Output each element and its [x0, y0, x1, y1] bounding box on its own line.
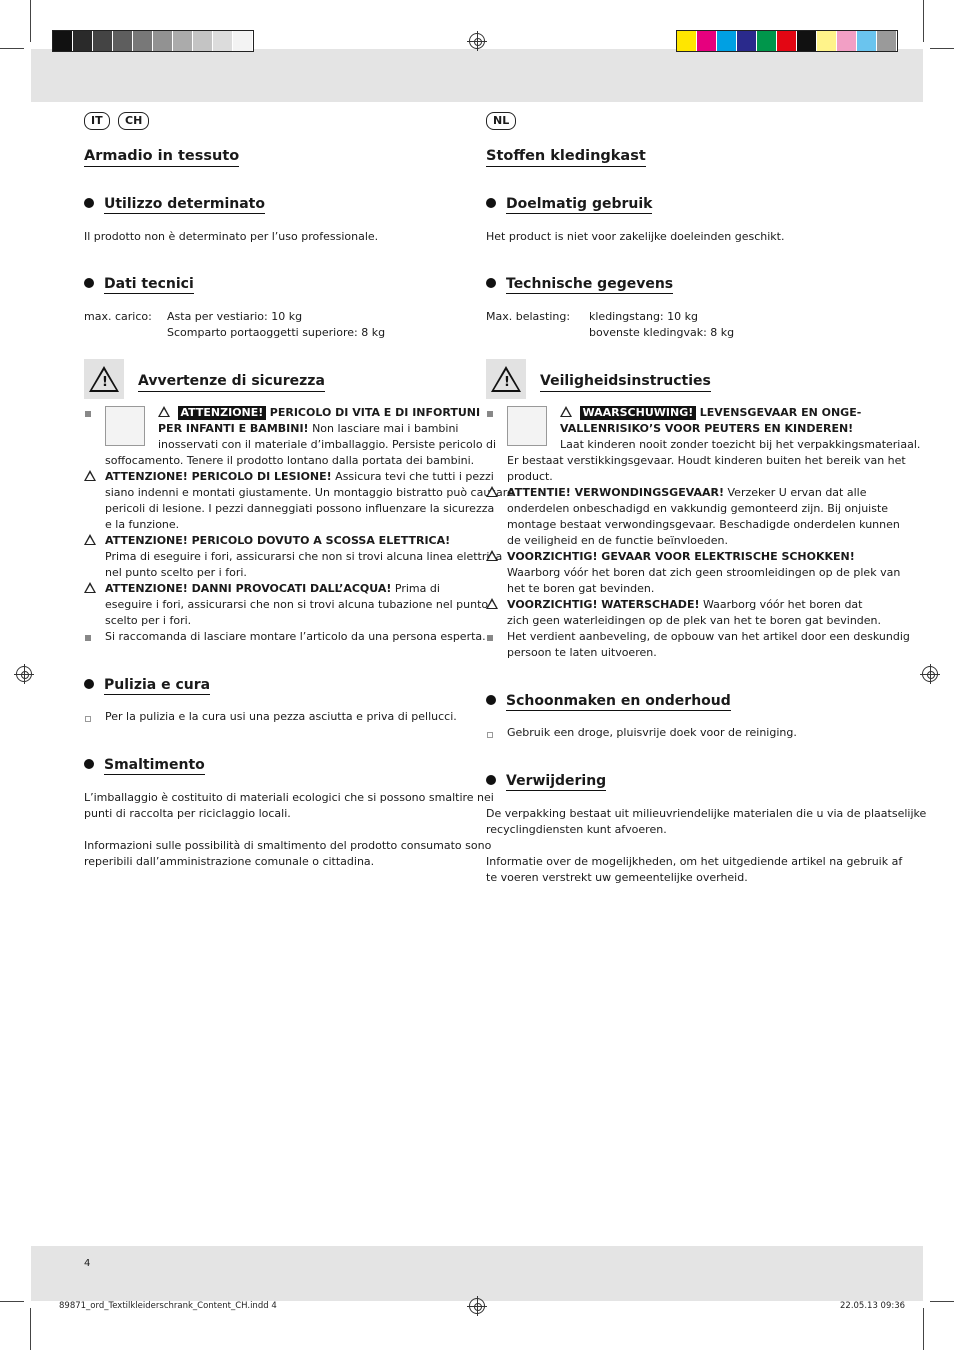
left-use-heading: Utilizzo determinato — [84, 195, 265, 213]
lang-badge-it: IT — [84, 112, 110, 130]
color-swatch — [857, 31, 877, 51]
color-swatch — [737, 31, 757, 51]
list-bullet — [85, 716, 91, 722]
color-swatch — [837, 31, 857, 51]
left-disposal-text: punti di raccolta per riciclaggio locali. — [84, 807, 291, 820]
left-tech-heading: Dati tecnici — [84, 275, 194, 293]
right-tech-label: Max. belasting: — [486, 310, 571, 323]
color-swatch — [153, 31, 173, 51]
warning-triangle-icon — [84, 470, 96, 481]
left-warning-1: soffocamento. Tenere il prodotto lontano dalla portata dei bambini. — [105, 454, 475, 467]
right-warning-1: VALLENRISIKO’S VOOR PEUTERS EN KINDEREN! — [560, 422, 854, 435]
color-swatch — [777, 31, 797, 51]
right-disposal-heading: Verwijdering — [486, 772, 606, 790]
color-swatch — [113, 31, 133, 51]
crop-mark — [930, 48, 954, 49]
page-number: 4 — [84, 1258, 91, 1269]
right-warning-1: WAARSCHUWING! LEVENSGEVAAR EN ONGE- — [560, 405, 861, 421]
right-disposal-text: te voeren verstrekt uw gemeentelijke overheid. — [486, 871, 748, 884]
right-tech-value: bovenste kledingvak: 8 kg — [589, 326, 735, 339]
left-warning-2: ATTENZIONE! PERICOLO DI LESIONE! Assicura tevi che tutti i pezzi — [84, 469, 494, 485]
crop-mark — [0, 1301, 24, 1302]
right-tech-heading: Technische gegevens — [486, 275, 673, 293]
list-bullet — [487, 732, 493, 738]
color-swatch — [53, 31, 73, 51]
left-warning-3: ATTENZIONE! PERICOLO DOVUTO A SCOSSA ELETTRICA! — [84, 533, 450, 549]
bottom-band — [31, 1246, 923, 1301]
child-warning-icon — [105, 406, 145, 446]
warning-triangle-icon — [486, 486, 498, 497]
warning-triangle-icon — [560, 406, 572, 417]
right-warning-4: VOORZICHTIG! WATERSCHADE! Waarborg vóór het boren dat — [486, 597, 862, 613]
warning-icon: ! — [84, 359, 124, 399]
left-warning-5: Si raccomanda di lasciare montare l’articolo da una persona esperta. — [105, 630, 486, 643]
right-warning-3: VOORZICHTIG! GEVAAR VOOR ELEKTRISCHE SCHOKKEN! — [486, 549, 855, 565]
bullet-icon — [486, 775, 496, 785]
registration-mark-icon — [469, 1298, 485, 1314]
right-disposal-text: Informatie over de mogelijkheden, om het uitgediende artikel na gebruik af — [486, 855, 903, 868]
left-warning-1: inosservati con il materiale d’imballaggio. Persiste pericolo di — [158, 438, 497, 451]
right-warning-1: Er bestaat verstikkingsgevaar. Houdt kinderen buiten het bereik van het — [507, 454, 906, 467]
right-care-text: Gebruik een droge, pluisvrije doek voor de reiniging. — [507, 726, 797, 739]
crop-mark — [30, 1308, 31, 1350]
right-warning-4: zich geen waterleidingen op de plek van het te boren gat bevinden. — [507, 614, 882, 627]
right-warning-3: Waarborg vóór het boren dat zich geen stroomleidingen op de plek van — [507, 566, 901, 579]
left-warning-4: ATTENZIONE! DANNI PROVOCATI DALL’ACQUA! Prima di — [84, 581, 440, 597]
bullet-icon — [84, 278, 94, 288]
warning-triangle-icon — [84, 534, 96, 545]
left-warning-4: eseguire i fori, assicurarsi che non si trovi alcuna tubazione nel punto — [105, 598, 489, 611]
color-swatch — [73, 31, 93, 51]
registration-mark-icon — [922, 666, 938, 682]
registration-mark-icon — [16, 666, 32, 682]
bullet-icon — [84, 198, 94, 208]
right-tech-value: kledingstang: 10 kg — [589, 310, 698, 323]
bullet-icon — [84, 679, 94, 689]
right-warning-2: montage bestaat verwondingsgevaar. Beschadigde onderdelen kunnen — [507, 518, 900, 531]
left-warning-2: e la funzione. — [105, 518, 180, 531]
color-swatch — [797, 31, 817, 51]
warning-triangle-icon — [486, 598, 498, 609]
left-disposal-text: Informazioni sulle possibilità di smaltimento del prodotto consumato sono — [84, 839, 492, 852]
right-warning-2: de veiligheid en de functie beïnvloeden. — [507, 534, 728, 547]
color-swatch — [877, 31, 897, 51]
list-bullet — [85, 411, 91, 417]
left-warning-1: PER INFANTI E BAMBINI! Non lasciare mai i bambini — [158, 422, 459, 435]
left-care-text: Per la pulizia e la cura usi una pezza asciutta e priva di pellucci. — [105, 710, 457, 723]
color-swatch — [697, 31, 717, 51]
crop-mark — [923, 1308, 924, 1350]
lang-badge-nl: NL — [486, 112, 516, 130]
left-warning-3: Prima di eseguire i fori, assicurarsi che non si trovi alcuna linea elettrica — [105, 550, 503, 563]
color-swatch — [173, 31, 193, 51]
child-warning-icon — [507, 406, 547, 446]
right-title: Stoffen kledingkast — [486, 147, 646, 167]
color-swatch — [717, 31, 737, 51]
left-disposal-text: reperibili dall’amministrazione comunale o cittadina. — [84, 855, 375, 868]
color-swatch — [757, 31, 777, 51]
list-bullet — [85, 635, 91, 641]
list-bullet — [487, 411, 493, 417]
left-tech-value: Scomparto portaoggetti superiore: 8 kg — [167, 326, 386, 339]
left-title: Armadio in tessuto — [84, 147, 239, 167]
left-disposal-text: L’imballaggio è costituito di materiali ecologici che si possono smaltire nei — [84, 791, 494, 804]
right-warning-1: product. — [507, 470, 553, 483]
footer-file-info: 89871_ord_Textilkleiderschrank_Content_CH.indd 4 — [59, 1301, 277, 1311]
right-warning-5: persoon te laten uitvoeren. — [507, 646, 657, 659]
left-tech-value: Asta per vestiario: 10 kg — [167, 310, 303, 323]
color-swatch — [193, 31, 213, 51]
color-swatch — [817, 31, 837, 51]
list-bullet — [487, 635, 493, 641]
registration-mark-icon — [469, 33, 485, 49]
left-warning-4: scelto per i fori. — [105, 614, 192, 627]
right-warning-2: ATTENTIE! VERWONDINGSGEVAAR! Verzeker U ervan dat alle — [486, 485, 866, 501]
warning-triangle-icon — [158, 406, 170, 417]
lang-badge-ch: CH — [118, 112, 149, 130]
crop-mark — [923, 0, 924, 42]
left-disposal-heading: Smaltimento — [84, 756, 205, 774]
bullet-icon — [486, 278, 496, 288]
bullet-icon — [84, 759, 94, 769]
right-warning-1: Laat kinderen nooit zonder toezicht bij het verpakkingsmateriaal. — [560, 438, 921, 451]
right-safety-heading: Veiligheidsinstructies — [540, 372, 711, 392]
right-warning-5: Het verdient aanbeveling, de opbouw van het artikel door een deskundig — [507, 630, 910, 643]
crop-mark — [30, 0, 31, 42]
right-use-text: Het product is niet voor zakelijke doeleinden geschikt. — [486, 230, 785, 243]
left-warning-1: ATTENZIONE! PERICOLO DI VITA E DI INFORTUNI — [158, 405, 480, 421]
right-use-heading: Doelmatig gebruik — [486, 195, 652, 213]
right-warning-2: onderdelen onbeschadigd en vakkundig gemonteerd zijn. Bij onjuiste — [507, 502, 889, 515]
right-disposal-text: recyclingdiensten kunt afvoeren. — [486, 823, 667, 836]
left-warning-2: siano indenni e montati giustamente. Un montaggio bistratto può causare — [105, 486, 514, 499]
right-care-heading: Schoonmaken en onderhoud — [486, 692, 731, 710]
crop-mark — [930, 1301, 954, 1302]
color-swatch — [213, 31, 233, 51]
bullet-icon — [486, 198, 496, 208]
left-tech-label: max. carico: — [84, 310, 152, 323]
top-band — [31, 49, 923, 102]
left-warning-2: pericoli di lesione. I pezzi danneggiati possono influenzare la sicurezza — [105, 502, 495, 515]
crop-mark — [0, 48, 24, 49]
right-warning-3: het te boren gat bevinden. — [507, 582, 655, 595]
left-safety-heading: Avvertenze di sicurezza — [138, 372, 325, 392]
color-swatch — [133, 31, 153, 51]
warning-triangle-icon — [84, 582, 96, 593]
warning-icon: ! — [486, 359, 526, 399]
left-use-text: Il prodotto non è determinato per l’uso professionale. — [84, 230, 379, 243]
footer-date: 22.05.13 09:36 — [840, 1301, 906, 1311]
color-swatch — [233, 31, 253, 51]
bullet-icon — [486, 695, 496, 705]
right-disposal-text: De verpakking bestaat uit milieuvriendelijke materialen die u via de plaatselijke — [486, 807, 927, 820]
left-warning-3: nel punto scelto per i fori. — [105, 566, 247, 579]
color-swatch — [677, 31, 697, 51]
warning-triangle-icon — [486, 550, 498, 561]
color-swatch — [93, 31, 113, 51]
left-care-heading: Pulizia e cura — [84, 676, 210, 694]
